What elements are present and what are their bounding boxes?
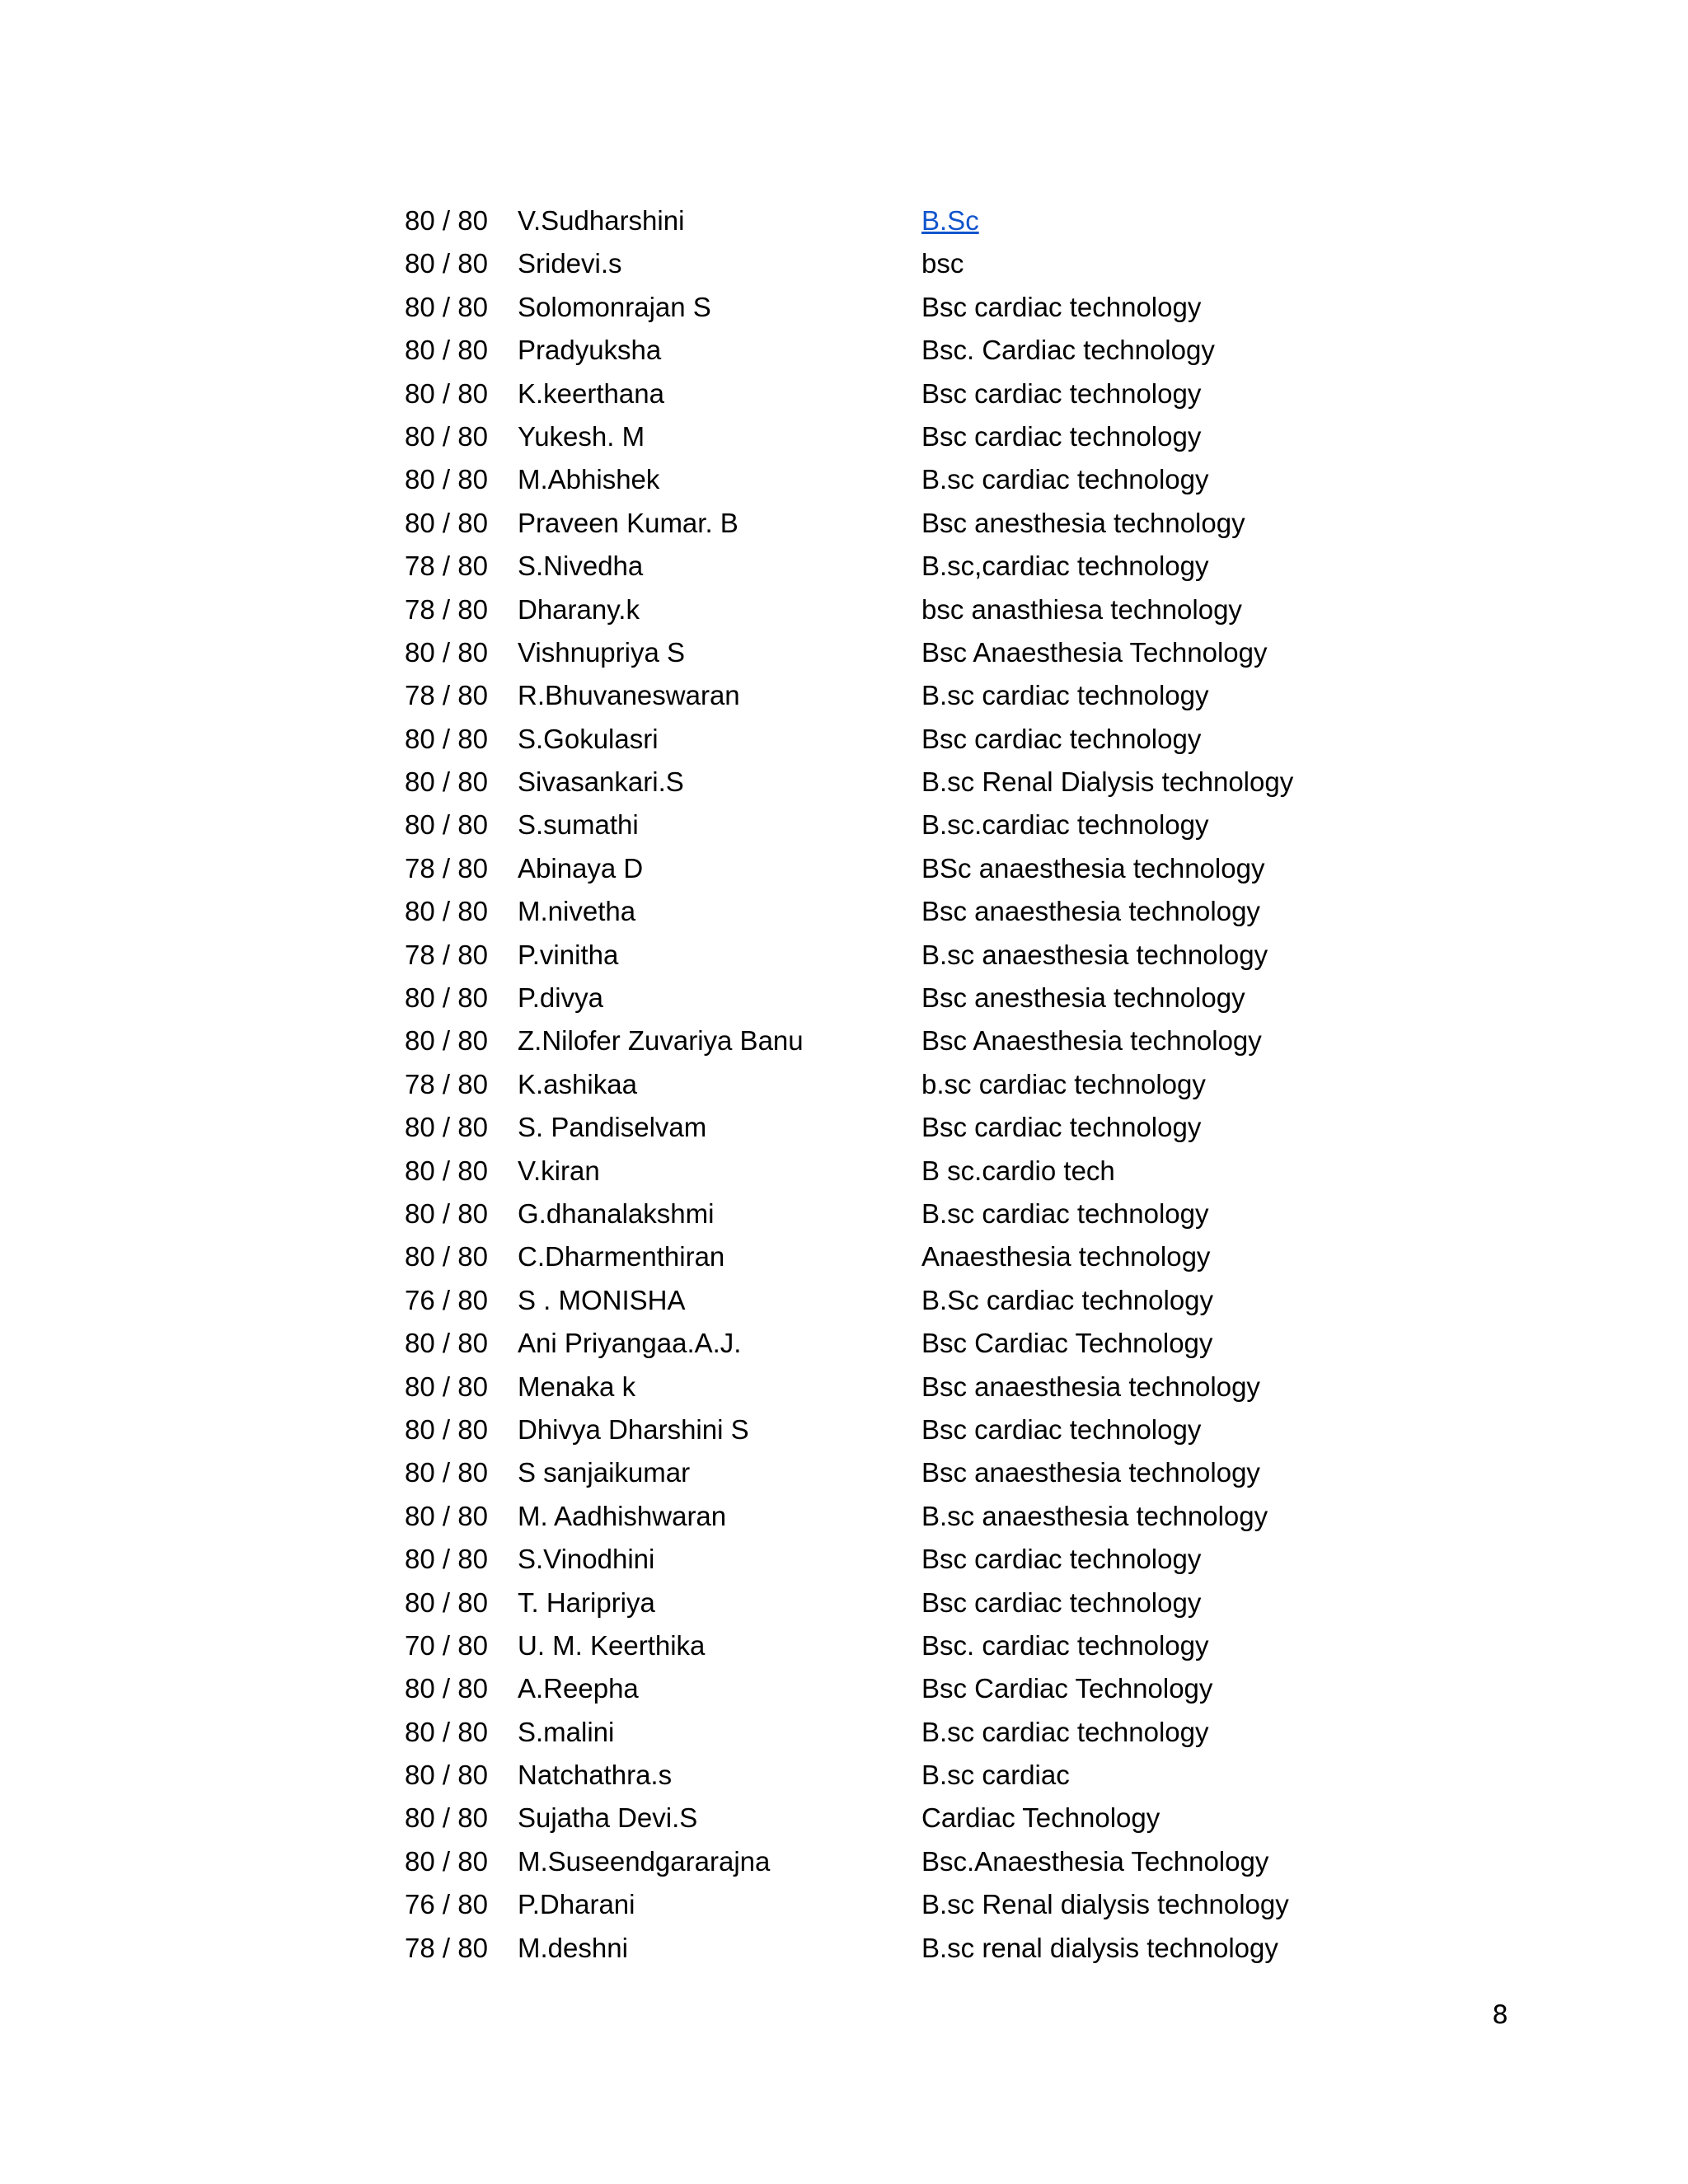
score-cell: 78 / 80: [405, 551, 488, 582]
name-cell: C.Dharmenthiran: [518, 1241, 725, 1272]
course-cell: Bsc cardiac technology: [921, 1112, 1202, 1143]
course-cell: Bsc anesthesia technology: [921, 982, 1245, 1014]
result-row: [405, 1111, 1394, 1154]
name-cell: G.dhanalakshmi: [518, 1197, 715, 1229]
score-cell: 80 / 80: [405, 636, 488, 668]
course-cell: B.Sc cardiac technology: [921, 1284, 1214, 1315]
course-cell: B.sc,cardiac technology: [921, 551, 1209, 582]
course-cell: B.sc cardiac technology: [921, 1716, 1209, 1747]
course-cell: B.sc cardiac: [921, 1760, 1070, 1791]
name-cell: S sanjaikumar: [518, 1457, 691, 1488]
course-cell: b.sc cardiac technology: [921, 1068, 1206, 1099]
course-cell: B.sc renal dialysis technology: [921, 1932, 1278, 1963]
name-cell: Solomonrajan S: [518, 291, 711, 322]
name-cell: Vishnupriya S: [518, 636, 686, 668]
result-row: [405, 895, 1394, 938]
name-cell: S. Pandiselvam: [518, 1112, 707, 1143]
name-cell: A.Reepha: [518, 1673, 639, 1704]
score-cell: 78 / 80: [405, 680, 488, 711]
name-cell: Sivasankari.S: [518, 766, 684, 798]
name-cell: M.Abhishek: [518, 464, 660, 495]
course-cell: Bsc Cardiac Technology: [921, 1673, 1213, 1704]
result-row: [405, 1802, 1394, 1844]
score-cell: 80 / 80: [405, 1544, 488, 1575]
score-cell: 80 / 80: [405, 1716, 488, 1747]
name-cell: Dhivya Dharshini S: [518, 1413, 749, 1445]
course-cell: Bsc anaesthesia technology: [921, 1371, 1260, 1402]
results-list: [405, 204, 1394, 1975]
name-cell: P.vinitha: [518, 939, 619, 970]
name-cell: M. Aadhishwaran: [518, 1500, 727, 1531]
course-cell: B.sc Renal dialysis technology: [921, 1889, 1289, 1920]
result-row: [405, 1716, 1394, 1759]
result-row: [405, 1629, 1394, 1672]
result-row: [405, 204, 1394, 247]
name-cell: M.nivetha: [518, 896, 636, 927]
name-cell: M.deshni: [518, 1932, 628, 1963]
result-row: [405, 636, 1394, 679]
score-cell: 80 / 80: [405, 1241, 488, 1272]
score-cell: 80 / 80: [405, 1413, 488, 1445]
course-cell: Anaesthesia technology: [921, 1241, 1211, 1272]
course-cell: bsc anasthiesa technology: [921, 593, 1242, 625]
score-cell: 80 / 80: [405, 1760, 488, 1791]
score-cell: 80 / 80: [405, 291, 488, 322]
result-row: [405, 1413, 1394, 1456]
result-row: [405, 808, 1394, 851]
name-cell: R.Bhuvaneswaran: [518, 680, 740, 711]
result-row: [405, 723, 1394, 766]
score-cell: 80 / 80: [405, 420, 488, 452]
course-cell: Bsc cardiac technology: [921, 291, 1202, 322]
result-row: [405, 1068, 1394, 1111]
course-cell: [921, 204, 1394, 237]
result-row: [405, 679, 1394, 722]
score-cell: 80 / 80: [405, 507, 488, 538]
course-cell: B.sc anaesthesia technology: [921, 939, 1268, 970]
name-cell: S . MONISHA: [518, 1284, 686, 1315]
result-row: [405, 982, 1394, 1024]
result-row: [405, 1155, 1394, 1197]
result-row: [405, 420, 1394, 463]
score-cell: 70 / 80: [405, 1629, 488, 1661]
course-cell: B.sc cardiac technology: [921, 680, 1209, 711]
name-cell: P.divya: [518, 982, 603, 1014]
result-row: [405, 1672, 1394, 1715]
course-cell: BSc anaesthesia technology: [921, 852, 1265, 883]
course-cell: Bsc anesthesia technology: [921, 507, 1245, 538]
score-cell: 78 / 80: [405, 1932, 488, 1963]
score-cell: 80 / 80: [405, 1500, 488, 1531]
result-row: [405, 1932, 1394, 1975]
score-cell: 80 / 80: [405, 1025, 488, 1057]
result-row: [405, 1197, 1394, 1240]
course-cell: B.sc Renal Dialysis technology: [921, 766, 1294, 798]
name-cell: V.Sudharshini: [518, 205, 685, 236]
name-cell: Dharany.k: [518, 593, 640, 625]
result-row: [405, 1845, 1394, 1888]
score-cell: 80 / 80: [405, 1328, 488, 1359]
score-cell: 80 / 80: [405, 1371, 488, 1402]
result-row: [405, 334, 1394, 377]
result-row: [405, 593, 1394, 636]
score-cell: 80 / 80: [405, 982, 488, 1014]
course-cell: Bsc.Anaesthesia Technology: [921, 1845, 1269, 1877]
name-cell: S.sumathi: [518, 809, 639, 841]
name-cell: Menaka k: [518, 1371, 636, 1402]
course-cell: Bsc cardiac technology: [921, 1544, 1202, 1575]
score-cell: 78 / 80: [405, 852, 488, 883]
result-row: [405, 1543, 1394, 1586]
name-cell: Abinaya D: [518, 852, 644, 883]
result-row: [405, 550, 1394, 593]
score-cell: 80 / 80: [405, 1673, 488, 1704]
result-row: [405, 1500, 1394, 1543]
course-cell: B.sc anaesthesia technology: [921, 1500, 1268, 1531]
result-row: [405, 463, 1394, 506]
course-cell: B.sc.cardiac technology: [921, 809, 1209, 841]
result-row: [405, 507, 1394, 550]
score-cell: 80 / 80: [405, 1112, 488, 1143]
score-cell: 76 / 80: [405, 1889, 488, 1920]
result-row: [405, 1284, 1394, 1327]
name-cell: Natchathra.s: [518, 1760, 673, 1791]
name-cell: Praveen Kumar. B: [518, 507, 738, 538]
course-cell: Bsc cardiac technology: [921, 420, 1202, 452]
result-row: [405, 766, 1394, 808]
score-cell: 80 / 80: [405, 335, 488, 366]
name-cell: Z.Nilofer Zuvariya Banu: [518, 1025, 804, 1057]
score-cell: 80 / 80: [405, 896, 488, 927]
name-cell: K.keerthana: [518, 377, 664, 409]
name-cell: S.malini: [518, 1716, 615, 1747]
result-row: [405, 1586, 1394, 1629]
course-cell: Bsc Cardiac Technology: [921, 1328, 1213, 1359]
name-cell: M.Suseendgararajna: [518, 1845, 771, 1877]
course-cell: bsc: [921, 248, 964, 279]
score-cell: 80 / 80: [405, 1155, 488, 1186]
page-number: 8: [1492, 2000, 1508, 2030]
name-cell: Yukesh. M: [518, 420, 645, 452]
score-cell: 80 / 80: [405, 809, 488, 841]
result-row: [405, 377, 1394, 420]
result-row: [405, 939, 1394, 982]
name-cell: V.kiran: [518, 1155, 600, 1186]
name-cell: Sujatha Devi.S: [518, 1802, 698, 1834]
result-row: [405, 852, 1394, 895]
score-cell: 80 / 80: [405, 766, 488, 798]
score-cell: 80 / 80: [405, 1845, 488, 1877]
score-cell: 80 / 80: [405, 1586, 488, 1618]
course-cell: B sc.cardio tech: [921, 1155, 1115, 1186]
result-row: [405, 1327, 1394, 1370]
result-row: [405, 1456, 1394, 1499]
course-cell: B.sc cardiac technology: [921, 1197, 1209, 1229]
score-cell: 78 / 80: [405, 593, 488, 625]
score-cell: 80 / 80: [405, 1457, 488, 1488]
course-cell: Bsc Anaesthesia technology: [921, 1025, 1262, 1057]
course-link[interactable]: B.Sc: [921, 205, 979, 236]
score-cell: 78 / 80: [405, 939, 488, 970]
result-row: [405, 1371, 1394, 1413]
name-cell: Pradyuksha: [518, 335, 662, 366]
score-cell: 80 / 80: [405, 1197, 488, 1229]
course-cell: Bsc. Cardiac technology: [921, 335, 1215, 366]
course-cell: Bsc cardiac technology: [921, 1586, 1202, 1618]
course-cell: Bsc. cardiac technology: [921, 1629, 1209, 1661]
name-cell: Sridevi.s: [518, 248, 622, 279]
course-cell: B.sc cardiac technology: [921, 464, 1209, 495]
name-cell: S.Nivedha: [518, 551, 644, 582]
score-cell: 80 / 80: [405, 723, 488, 754]
score-cell: 78 / 80: [405, 1068, 488, 1099]
result-row: [405, 247, 1394, 290]
course-cell: Bsc Anaesthesia Technology: [921, 636, 1268, 668]
result-row: [405, 291, 1394, 334]
name-cell: P.Dharani: [518, 1889, 635, 1920]
name-cell: S.Vinodhini: [518, 1544, 655, 1575]
name-cell: Ani Priyangaa.A.J.: [518, 1328, 742, 1359]
course-cell: Bsc cardiac technology: [921, 377, 1202, 409]
course-cell: Bsc cardiac technology: [921, 1413, 1202, 1445]
score-cell: 80 / 80: [405, 205, 488, 236]
course-cell: Bsc anaesthesia technology: [921, 1457, 1260, 1488]
course-cell: Bsc anaesthesia technology: [921, 896, 1260, 927]
name-cell: K.ashikaa: [518, 1068, 637, 1099]
score-cell: 80 / 80: [405, 1802, 488, 1834]
result-row: [405, 1240, 1394, 1283]
score-cell: 80 / 80: [405, 464, 488, 495]
score-cell: 76 / 80: [405, 1284, 488, 1315]
result-row: [405, 1888, 1394, 1931]
result-row: [405, 1759, 1394, 1802]
course-cell: Bsc cardiac technology: [921, 723, 1202, 754]
name-cell: S.Gokulasri: [518, 723, 659, 754]
score-cell: 80 / 80: [405, 377, 488, 409]
score-cell: 80 / 80: [405, 248, 488, 279]
name-cell: U. M. Keerthika: [518, 1629, 706, 1661]
result-row: [405, 1024, 1394, 1067]
name-cell: T. Haripriya: [518, 1586, 655, 1618]
course-cell: Cardiac Technology: [921, 1802, 1160, 1834]
